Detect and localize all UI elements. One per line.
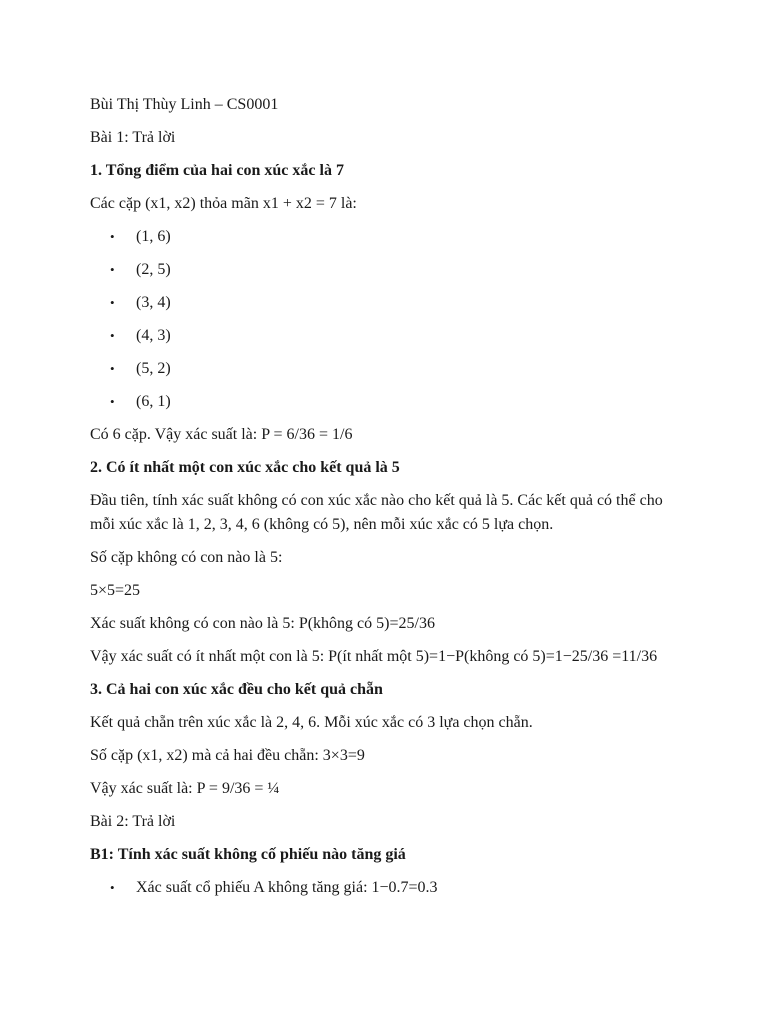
author-line: Bùi Thị Thùy Linh – CS0001	[90, 96, 279, 113]
bai2-title: Bài 2: Trả lời	[90, 813, 176, 830]
q2-paragraph-1: Đầu tiên, tính xác suất không có con xúc xắc nào cho kết quả là 5. Các kết quả có thể cho mỗi xúc xắc là 1, 2, 3, 4, 6 (không có 5), nên mỗi xúc xắc có 5 lựa chọn.	[90, 492, 663, 533]
q2-paragraph-3: 5×5=25	[90, 582, 141, 599]
q3-paragraph-2: Số cặp (x1, x2) mà cả hai đều chẵn: 3×3=9	[90, 747, 365, 764]
list-item: • (3, 4)	[90, 291, 680, 315]
list-item: • (4, 3)	[90, 324, 680, 348]
list-item: • (6, 1)	[90, 390, 680, 414]
q2-paragraph-2: Số cặp không có con nào là 5:	[90, 549, 283, 566]
q1-intro: Các cặp (x1, x2) thỏa mãn x1 + x2 = 7 là:	[90, 195, 357, 212]
list-item: • (1, 6)	[90, 225, 680, 249]
q2-heading: 2. Có ít nhất một con xúc xắc cho kết quả là 5	[90, 459, 400, 476]
q1-conclusion: Có 6 cặp. Vậy xác suất là: P = 6/36 = 1/6	[90, 426, 353, 443]
q2-paragraph-5: Vậy xác suất có ít nhất một con là 5: P(ít nhất một 5)=1−P(không có 5)=1−25/36 =11/36	[90, 648, 658, 665]
bai1-title: Bài 1: Trả lời	[90, 129, 176, 146]
q1-heading: 1. Tổng điểm của hai con xúc xắc là 7	[90, 162, 344, 179]
list-item: • Xác suất cổ phiếu A không tăng giá: 1−0.7=0.3	[90, 876, 680, 900]
list-item: • (2, 5)	[90, 258, 680, 282]
b1-heading: B1: Tính xác suất không cố phiếu nào tăng giá	[90, 846, 406, 863]
q3-paragraph-3: Vậy xác suất là: P = 9/36 = ¼	[90, 780, 280, 797]
b1-list	[90, 876, 680, 900]
q1-pairs-list	[90, 225, 680, 414]
document-page	[90, 93, 680, 909]
q3-paragraph-1: Kết quả chẵn trên xúc xắc là 2, 4, 6. Mỗi xúc xắc có 3 lựa chọn chẵn.	[90, 714, 533, 731]
q2-paragraph-4: Xác suất không có con nào là 5: P(không có 5)=25/36	[90, 615, 435, 632]
q3-heading: 3. Cả hai con xúc xắc đều cho kết quả chẵn	[90, 681, 383, 698]
list-item: • (5, 2)	[90, 357, 680, 381]
